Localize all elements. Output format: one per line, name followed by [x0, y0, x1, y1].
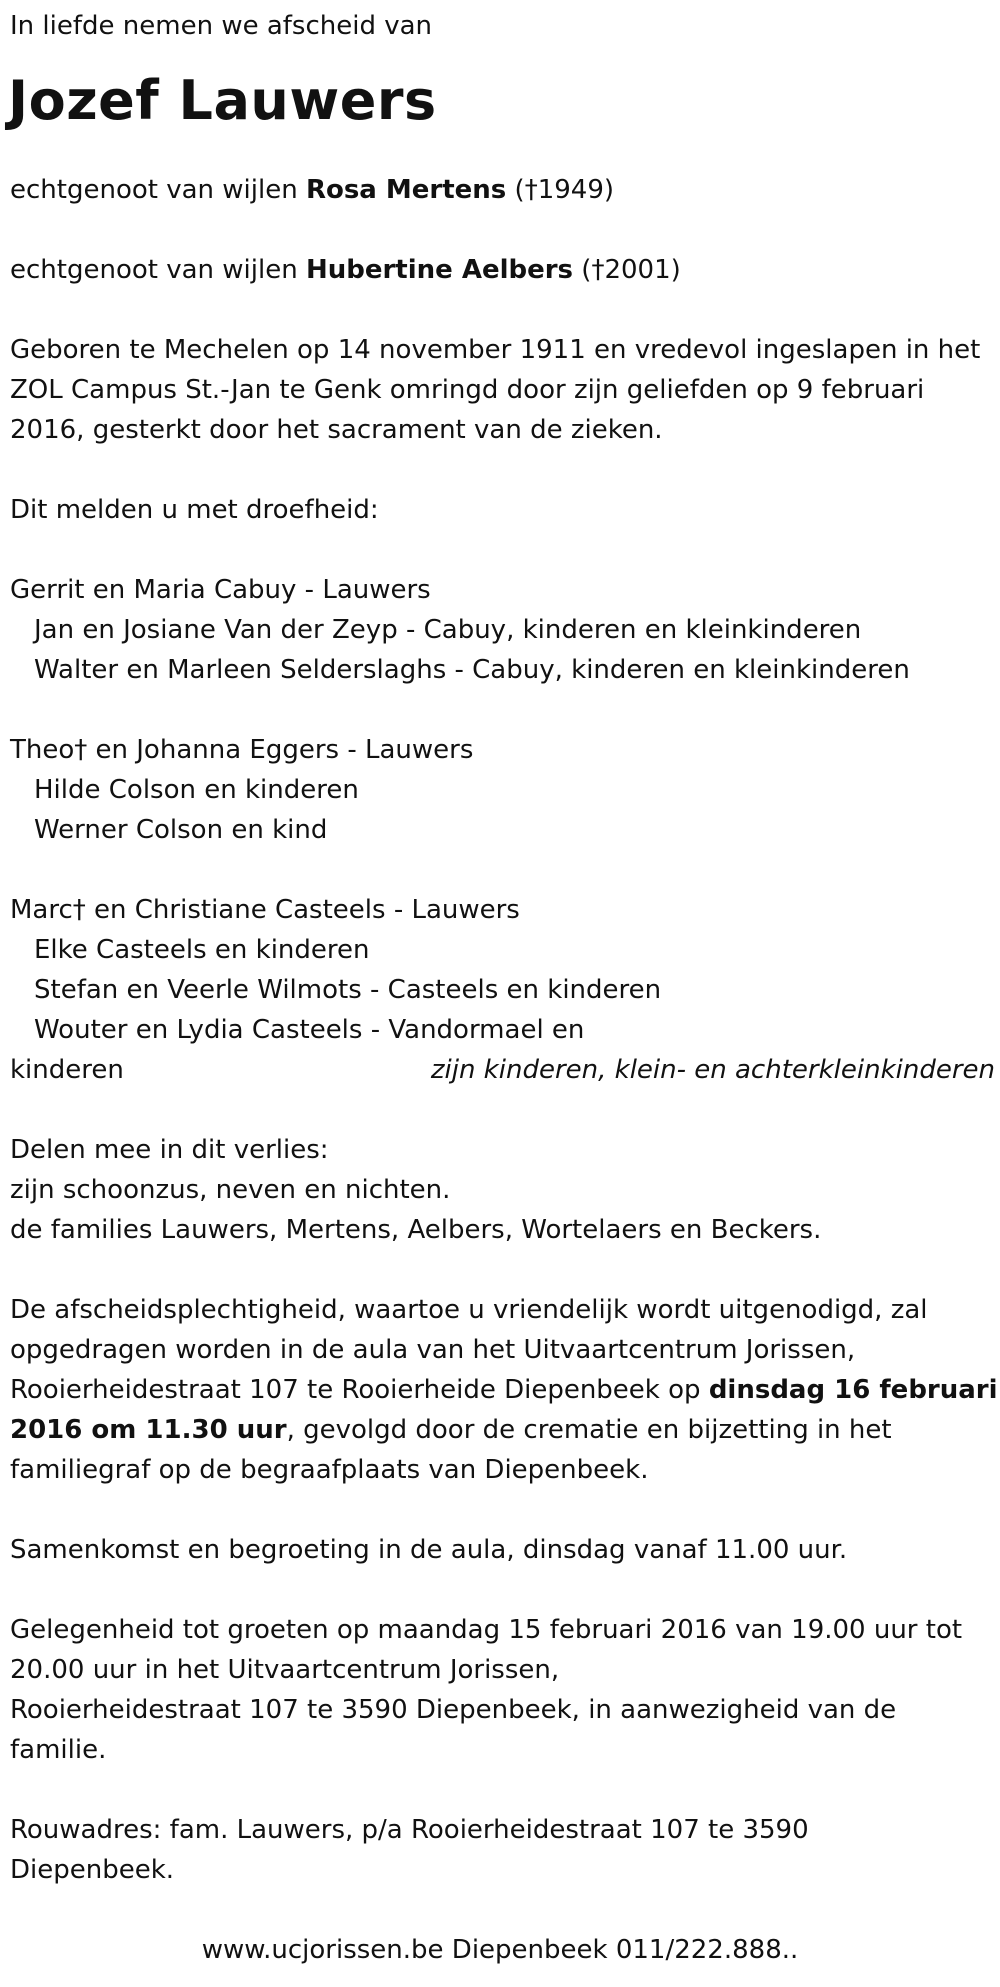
ceremony-line: [10, 1410, 995, 1450]
spouse-2-name: Hubertine Aelbers: [305, 255, 574, 285]
family-summary: zijn kinderen, klein- en achterkleinkinderen: [430, 1055, 995, 1085]
deceased-name: Jozef Lauwers: [8, 69, 437, 132]
visit-paragraph: [10, 1610, 995, 1770]
family-3-closing: [10, 1050, 995, 1090]
spouse-2-prefix: echtgenoot van wijlen: [10, 255, 306, 285]
birth-line: Geboren te Mechelen op 14 november 1911 en vredevol ingeslapen in het: [10, 335, 981, 365]
ceremony-line: De afscheidsplechtigheid, waartoe u vriendelijk wordt uitgenodigd, zal: [10, 1295, 928, 1325]
family-member: Hilde Colson en kinderen: [34, 775, 359, 805]
ceremony-line: opgedragen worden in de aula van het Uitvaartcentrum Jorissen,: [10, 1335, 856, 1365]
intro-text: In liefde nemen we afscheid van: [10, 11, 433, 41]
share-line: zijn schoonzus, neven en nichten.: [10, 1175, 451, 1205]
family-member: Stefan en Veerle Wilmots - Casteels en kinderen: [34, 975, 662, 1005]
ceremony-date: dinsdag 16 februari: [708, 1375, 998, 1405]
family-1: [10, 570, 995, 690]
address-line: Diepenbeek.: [10, 1855, 175, 1885]
ceremony-line: familiegraf op de begraafplaats van Diepenbeek.: [10, 1455, 649, 1485]
family-2-head: Theo† en Johanna Eggers - Lauwers: [10, 735, 474, 765]
spouse-1: [10, 170, 995, 210]
visit-line: Gelegenheid tot groeten op maandag 15 februari 2016 van 19.00 uur tot: [10, 1615, 963, 1645]
share-paragraph: [10, 1130, 995, 1250]
footer-contact: www.ucjorissen.be Diepenbeek 011/222.888..: [201, 1935, 799, 1965]
birth-line: ZOL Campus St.-Jan te Genk omringd door zijn geliefden op 9 februari: [10, 375, 925, 405]
birth-line: 2016, gesterkt door het sacrament van de zieken.: [10, 415, 663, 445]
ceremony-line3-pre: Rooierheidestraat 107 te Rooierheide Diepenbeek op: [10, 1375, 709, 1405]
visit-line: 20.00 uur in het Uitvaartcentrum Jorissen,: [10, 1655, 560, 1685]
family-3-head: Marc† en Christiane Casteels - Lauwers: [10, 895, 520, 925]
spouse-2: [10, 250, 995, 290]
address-paragraph: [10, 1810, 995, 1890]
spouse-1-prefix: echtgenoot van wijlen: [10, 175, 306, 205]
visit-line: familie.: [10, 1735, 107, 1765]
ceremony-time: 2016 om 11.30 uur: [10, 1415, 287, 1445]
family-member: Wouter en Lydia Casteels - Vandormael en: [34, 1015, 585, 1045]
announcement: Dit melden u met droefheid:: [10, 495, 379, 525]
family-3: [10, 890, 995, 1090]
ceremony-line: [10, 1370, 998, 1410]
share-line: de families Lauwers, Mertens, Aelbers, Wortelaers en Beckers.: [10, 1215, 822, 1245]
ceremony-line4-post: , gevolgd door de crematie en bijzetting in het: [286, 1415, 892, 1445]
address-line: Rouwadres: fam. Lauwers, p/a Rooierheidestraat 107 te 3590: [10, 1815, 809, 1845]
family-2: [10, 730, 995, 850]
spouse-2-suffix: (†2001): [573, 255, 681, 285]
family-3-last-left: kinderen: [10, 1055, 124, 1085]
family-member: Werner Colson en kind: [34, 815, 328, 845]
spouse-1-name: Rosa Mertens: [305, 175, 507, 205]
family-member: Walter en Marleen Selderslaghs - Cabuy, kinderen en kleinkinderen: [34, 655, 910, 685]
family-member: Elke Casteels en kinderen: [34, 935, 370, 965]
visit-line: Rooierheidestraat 107 te 3590 Diepenbeek, in aanwezigheid van de: [10, 1695, 897, 1725]
share-line: Delen mee in dit verlies:: [10, 1135, 329, 1165]
gathering-text: Samenkomst en begroeting in de aula, dinsdag vanaf 11.00 uur.: [10, 1535, 848, 1565]
spouse-1-suffix: (†1949): [506, 175, 615, 205]
birth-paragraph: [10, 330, 995, 450]
family-member: Jan en Josiane Van der Zeyp - Cabuy, kinderen en kleinkinderen: [34, 615, 862, 645]
family-1-head: Gerrit en Maria Cabuy - Lauwers: [10, 575, 431, 605]
ceremony-paragraph: [10, 1290, 998, 1490]
